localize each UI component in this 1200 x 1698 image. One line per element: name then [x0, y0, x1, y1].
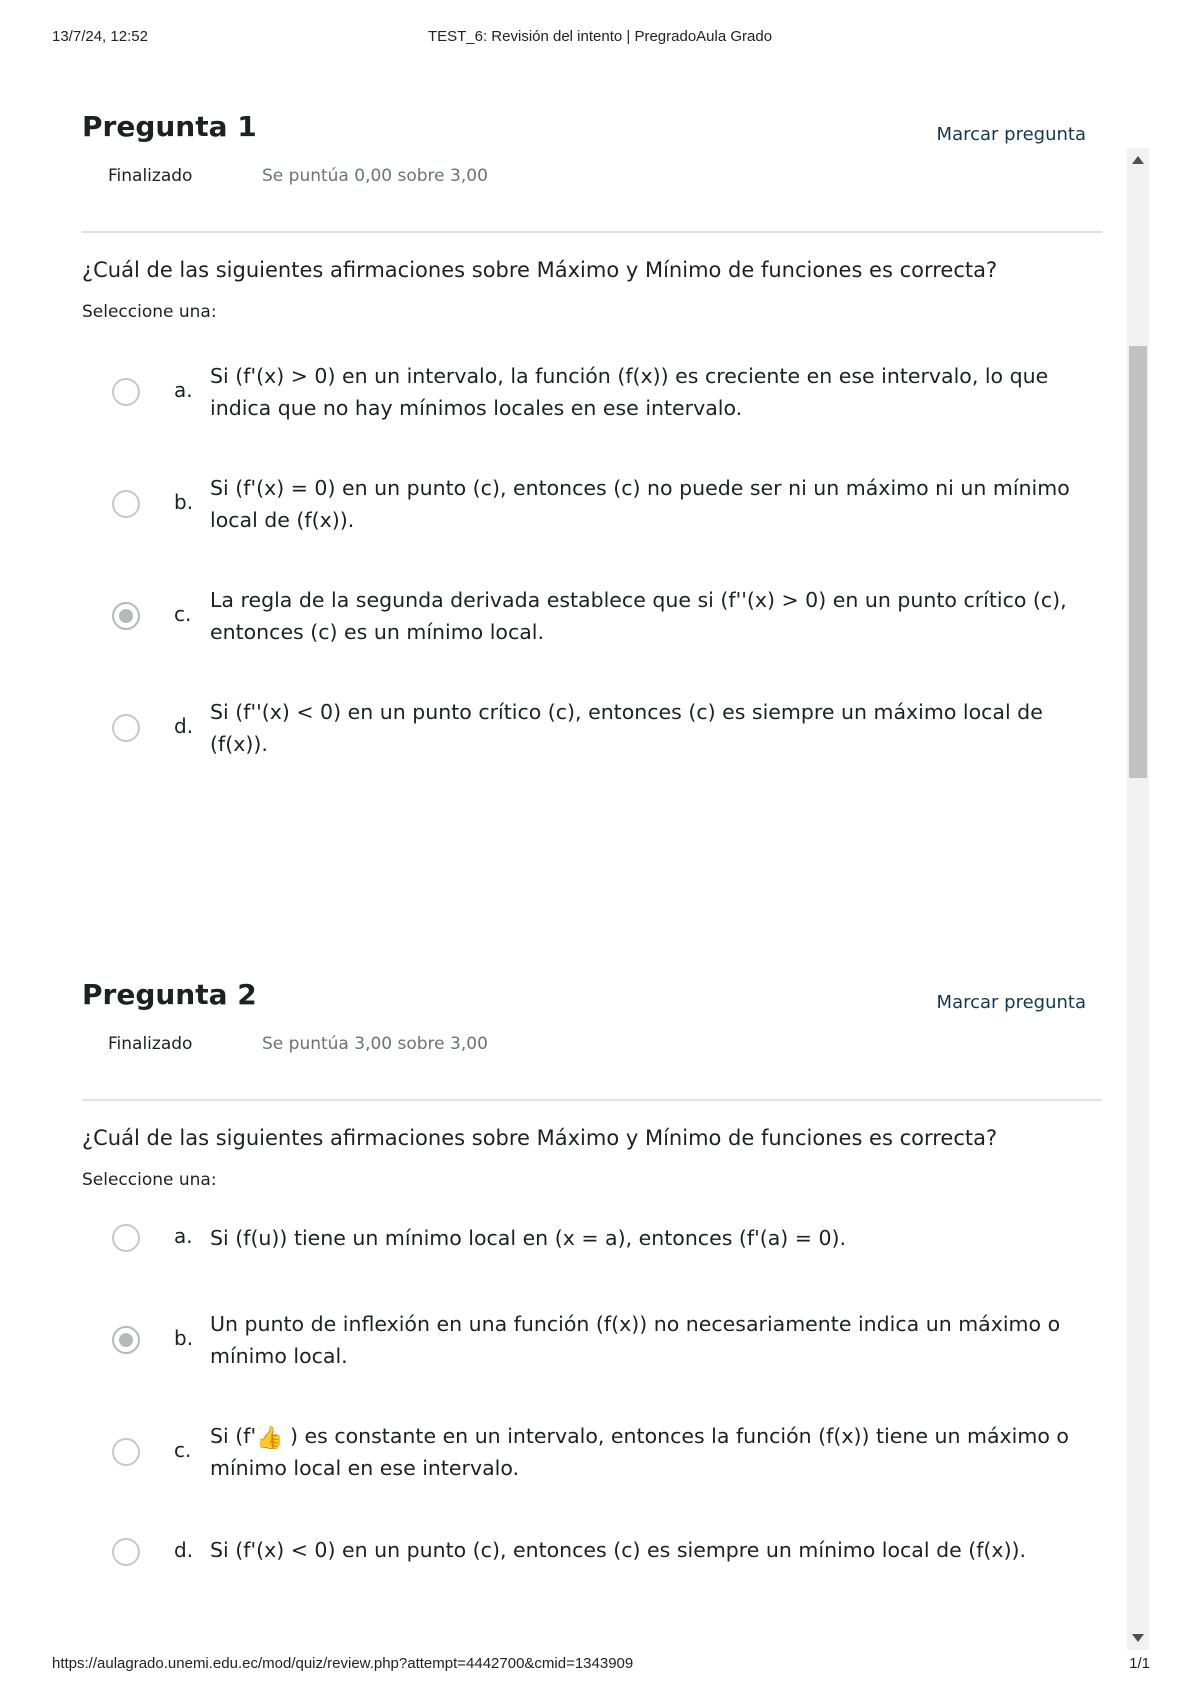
- radio-button[interactable]: [112, 490, 140, 518]
- answer-option-d[interactable]: [82, 686, 1102, 766]
- answer-option-d[interactable]: [82, 1520, 1102, 1600]
- scroll-down-arrow-icon[interactable]: [1132, 1634, 1144, 1642]
- scroll-up-arrow-icon[interactable]: [1132, 156, 1144, 164]
- option-text: La regla de la segunda derivada establece que si (f''(x) > 0) en un punto crítico (c), entonces (c) es un mínimo local.: [210, 588, 1067, 644]
- answer-prompt: Seleccione una:: [82, 1170, 217, 1190]
- option-letter: b.: [174, 1326, 194, 1350]
- question-2: [82, 978, 1102, 1668]
- option-text-end: ) es constante en un intervalo, entonces la función (f(x)) tiene un máximo o mínimo local en ese intervalo.: [210, 1424, 1069, 1480]
- option-text: Si (f'(x) = 0) en un punto (c), entonces (c) no puede ser ni un máximo ni un mínimo local de (f(x)).: [210, 476, 1070, 532]
- flag-question-link[interactable]: Marcar pregunta: [936, 124, 1086, 145]
- print-page-number: 1/1: [1129, 1655, 1150, 1672]
- radio-button-selected[interactable]: [112, 602, 140, 630]
- option-text: Si (f'(x) > 0) en un intervalo, la función (f(x)) es creciente en ese intervalo, lo que indica que no hay mínimos locales en ese intervalo.: [210, 364, 1049, 420]
- print-page-title: TEST_6: Revisión del intento | PregradoAula Grado: [427, 28, 773, 45]
- option-text: Un punto de inflexión en una función (f(x)) no necesariamente indica un máximo o mínimo local.: [210, 1312, 1061, 1368]
- option-text: Si (f'(x) < 0) en un punto (c), entonces (c) es siempre un mínimo local de (f(x)).: [210, 1538, 1027, 1562]
- radio-button[interactable]: [112, 1224, 140, 1252]
- answer-option-c[interactable]: [82, 574, 1102, 654]
- question-text: ¿Cuál de las siguientes afirmaciones sobre Máximo y Mínimo de funciones es correcta?: [82, 258, 998, 282]
- option-text-start: Si (f': [210, 1424, 257, 1448]
- option-letter: a.: [174, 378, 193, 402]
- answer-option-b[interactable]: [82, 462, 1102, 542]
- option-text: Si (f(u)) tiene un mínimo local en (x = a), entonces (f'(a) = 0).: [210, 1226, 847, 1250]
- question-title: Pregunta 1: [82, 110, 257, 143]
- quiz-review-viewport: [0, 110, 1120, 1650]
- answer-option-b[interactable]: [82, 1296, 1102, 1376]
- option-letter: c.: [174, 1438, 192, 1462]
- scrollbar-thumb[interactable]: [1129, 346, 1147, 778]
- question-text: ¿Cuál de las siguientes afirmaciones sobre Máximo y Mínimo de funciones es correcta?: [82, 1126, 998, 1150]
- option-text: Si (f''(x) < 0) en un punto crítico (c), entonces (c) es siempre un máximo local de (f(x)).: [210, 700, 1043, 756]
- flag-question-link[interactable]: Marcar pregunta: [936, 992, 1086, 1013]
- radio-button[interactable]: [112, 1438, 140, 1466]
- question-title: Pregunta 2: [82, 978, 257, 1011]
- option-letter: a.: [174, 1224, 193, 1248]
- option-text: [210, 1420, 1090, 1484]
- thumbs-up-icon: 👍: [256, 1426, 284, 1451]
- option-letter: d.: [174, 1538, 194, 1562]
- vertical-scrollbar[interactable]: [1127, 148, 1149, 1650]
- question-1: [82, 110, 1102, 830]
- radio-button-selected[interactable]: [112, 1326, 140, 1354]
- answer-option-a[interactable]: [82, 350, 1102, 430]
- answer-option-a[interactable]: [82, 1214, 1102, 1294]
- radio-button[interactable]: [112, 378, 140, 406]
- radio-button[interactable]: [112, 714, 140, 742]
- question-state: Finalizado: [108, 166, 193, 186]
- question-divider: [82, 231, 1102, 233]
- question-grade: Se puntúa 3,00 sobre 3,00: [262, 1034, 488, 1054]
- question-state: Finalizado: [108, 1034, 193, 1054]
- radio-button[interactable]: [112, 1538, 140, 1566]
- print-date: 13/7/24, 12:52: [52, 28, 148, 45]
- option-letter: b.: [174, 490, 194, 514]
- print-page-url: https://aulagrado.unemi.edu.ec/mod/quiz/review.php?attempt=4442700&cmid=1343909: [52, 1655, 634, 1672]
- question-grade: Se puntúa 0,00 sobre 3,00: [262, 166, 488, 186]
- answer-prompt: Seleccione una:: [82, 302, 217, 322]
- answer-option-c[interactable]: [82, 1408, 1102, 1488]
- option-letter: d.: [174, 714, 194, 738]
- question-divider: [82, 1099, 1102, 1101]
- option-letter: c.: [174, 602, 192, 626]
